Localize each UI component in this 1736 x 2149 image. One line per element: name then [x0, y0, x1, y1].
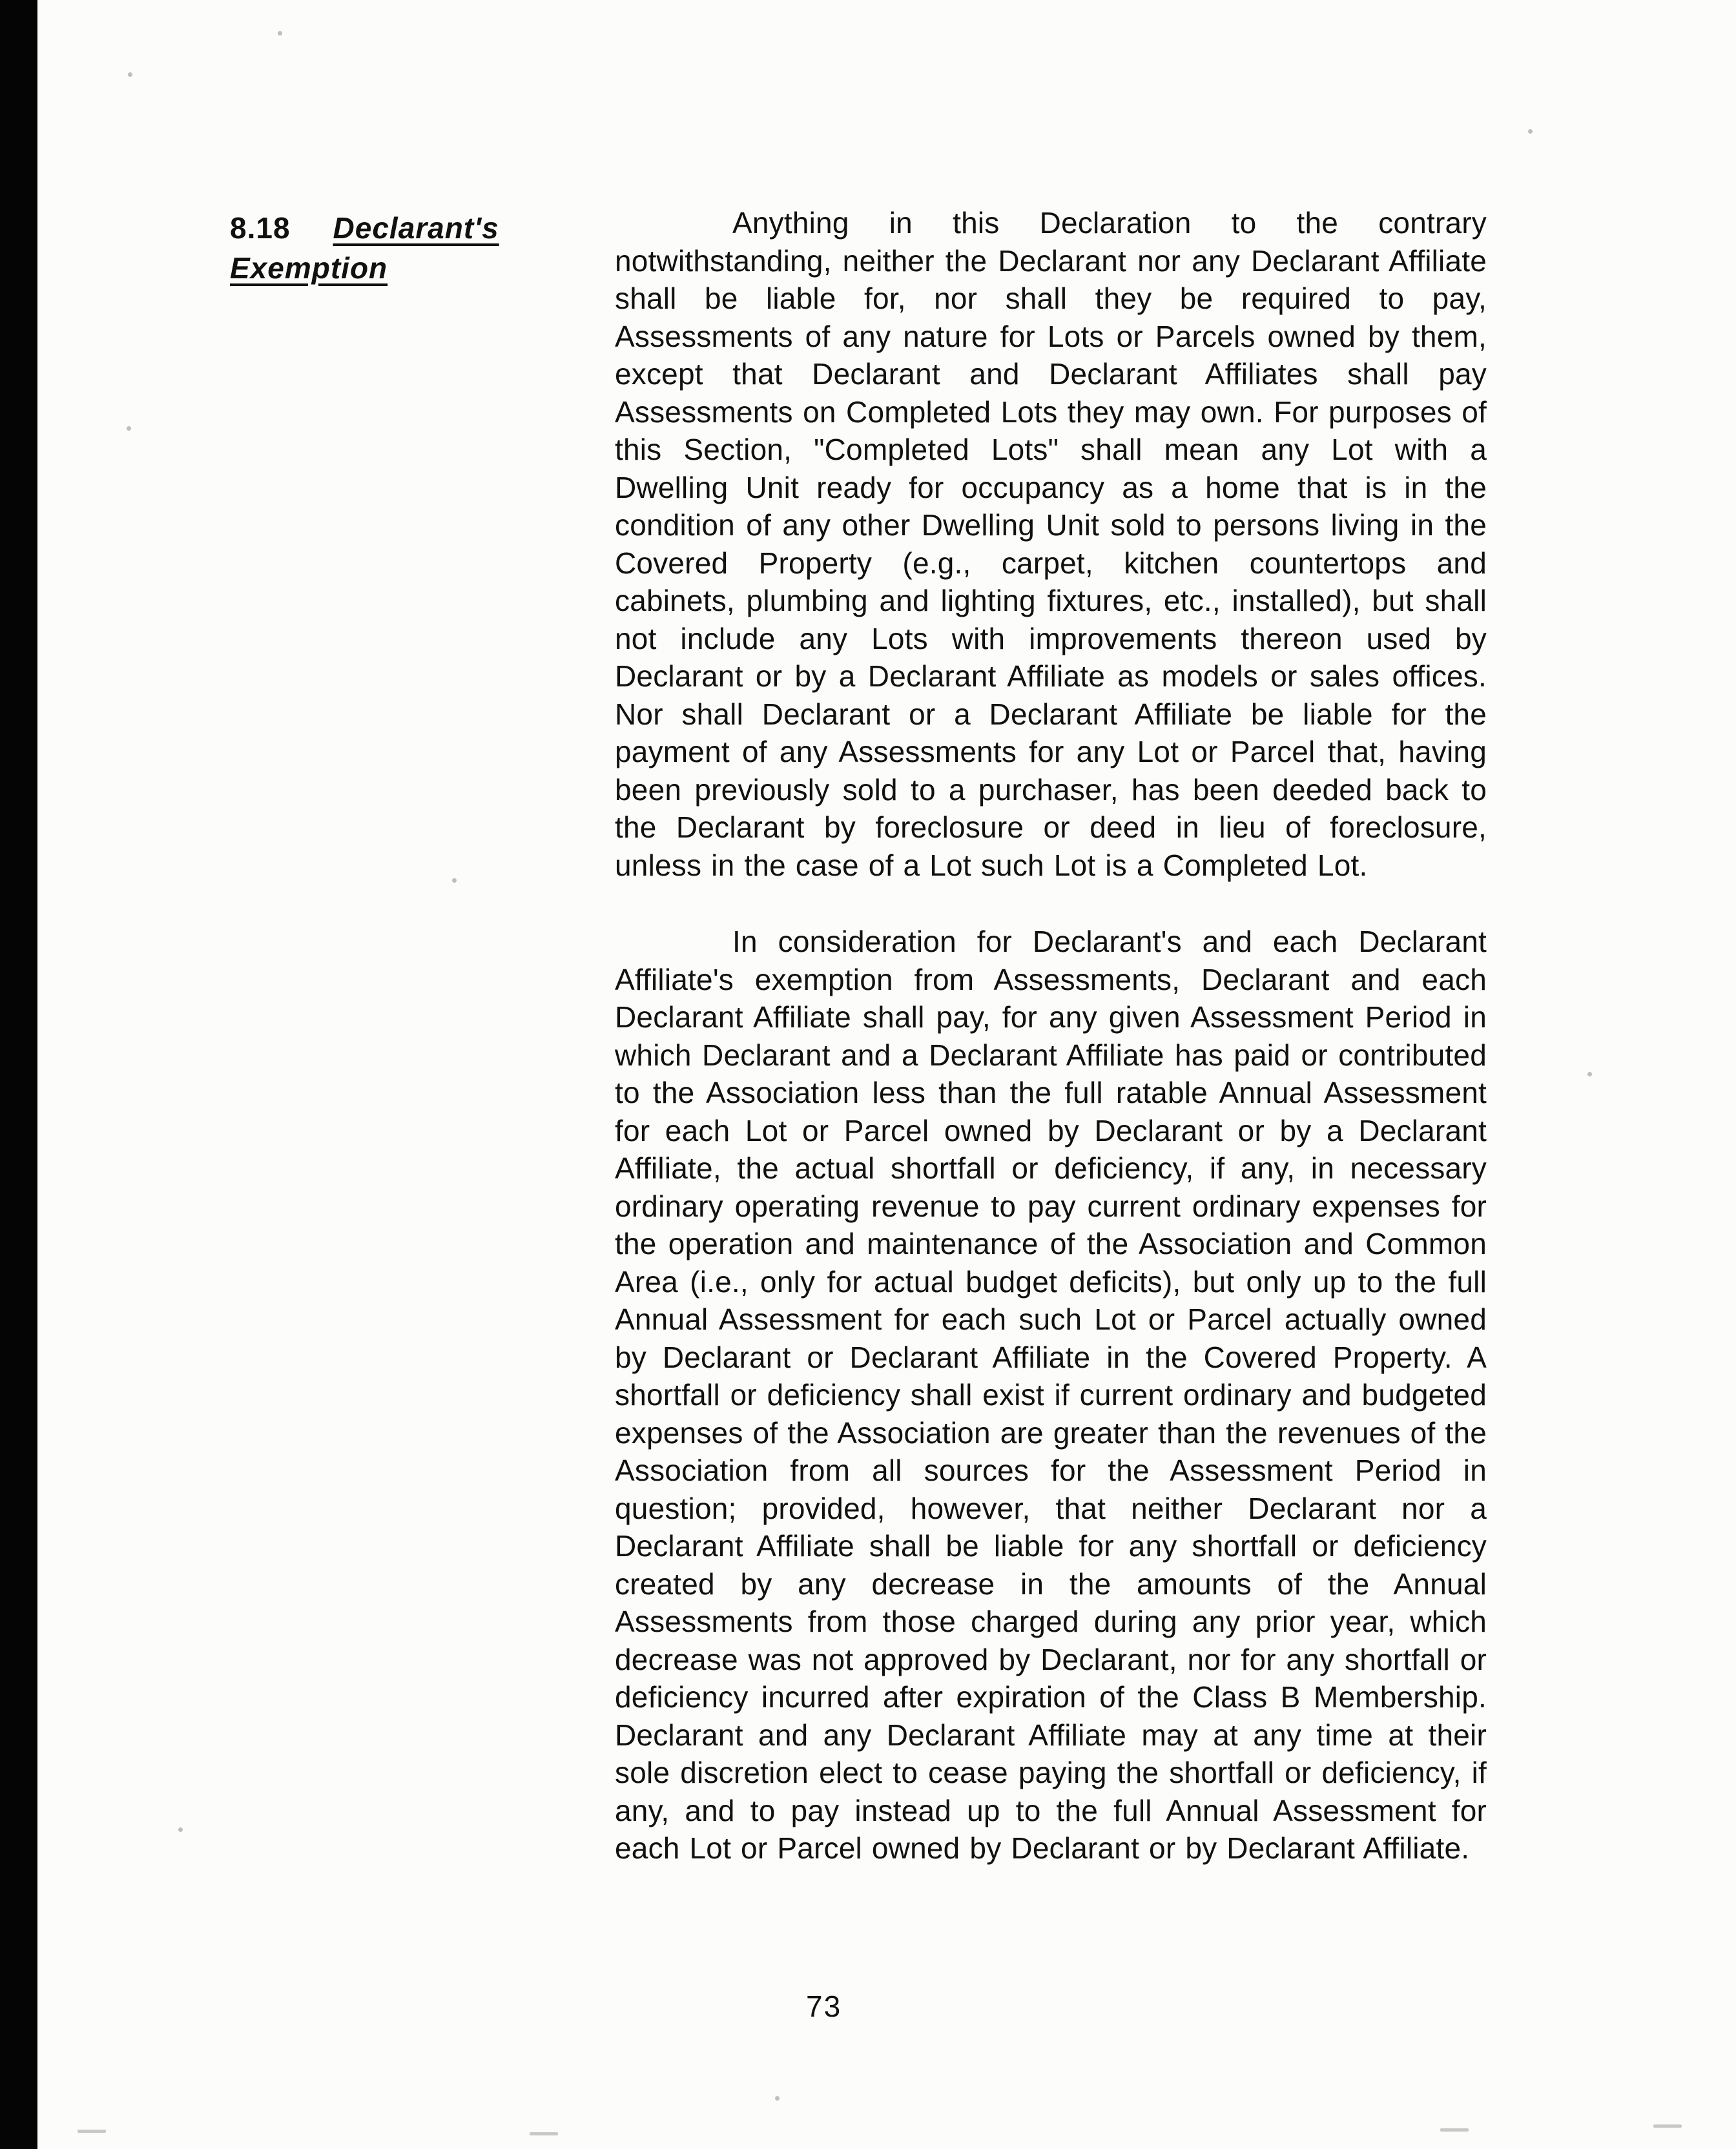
scan-speck [452, 878, 457, 883]
section-heading-line-1 [230, 208, 499, 248]
page-number: 73 [806, 1990, 842, 2023]
scan-speck [1528, 129, 1533, 134]
scan-speck [278, 31, 282, 36]
scan-speck [128, 72, 132, 77]
scan-speck [127, 426, 131, 431]
section-heading-line-2 [230, 248, 499, 288]
scan-streak [530, 2132, 558, 2135]
section-title-line1: Declarant's [333, 211, 499, 245]
section-heading [230, 208, 499, 288]
scan-speck [1587, 1072, 1592, 1076]
scan-edge-artifact [0, 0, 37, 2149]
section-number: 8.18 [230, 211, 291, 245]
scan-streak [78, 2130, 106, 2133]
paragraph-2: In consideration for Declarant's and each Declarant Affiliate's exemption from Assessments, Declarant and each Declarant Affiliate shall pay, for any given Assessment Period in which Declarant and a Declarant Affiliate has paid or contributed to the Association less than the full ratable Annual Assessment for each Lot or Parcel owned by Declarant or by a Declarant Affiliate, the actual shortfall or deficiency, if any, in necessary ordinary operating revenue to pay current ordinary expenses for the operation and maintenance of the Association and Common Area (i.e., only for actual budget deficits), but only up to the full Annual Assessment for each such Lot or Parcel actually owned by Declarant or Declarant Affiliate in the Covered Property. A shortfall or deficiency shall exist if current ordinary and budgeted expenses of the Association are greater than the revenues of the Association from all sources for the Assessment Period in question; provided, however, that neither Declarant nor a Declarant Affiliate shall be liable for any shortfall or deficiency created by any decrease in the amounts of the Annual Assessments from those charged during any prior year, which decrease was not approved by Declarant, nor for any shortfall or deficiency incurred after expiration of the Class B Membership. Declarant and any Declarant Affiliate may at any time at their sole discretion elect to cease paying the shortfall or deficiency, if any, and to pay instead up to the full Annual Assessment for each Lot or Parcel owned by Declarant or by Declarant Affiliate. [615, 925, 1487, 1865]
scan-streak [1440, 2128, 1469, 2132]
scan-speck [178, 1827, 183, 1832]
section-title-line2: Exemption [230, 251, 388, 285]
paragraph-1: Anything in this Declaration to the contrary notwithstanding, neither the Declarant nor any Declarant Affiliate shall be liable for, nor shall they be required to pay, Assessments of any nature for Lots or Parcels owned by them, except that Declarant and Declarant Affiliates shall pay Assessments on Completed Lots they may own. For purposes of this Section, "Completed Lots" shall mean any Lot with a Dwelling Unit ready for occupancy as a home that is in the condition of any other Dwelling Unit sold to persons living in the Covered Property (e.g., carpet, kitchen countertops and cabinets, plumbing and lighting fixtures, etc., installed), but shall not include any Lots with improvements thereon used by Declarant or by a Declarant Affiliate as models or sales offices. Nor shall Declarant or a Declarant Affiliate be liable for the payment of any Assessments for any Lot or Parcel that, having been previously sold to a purchaser, has been deeded back to the Declarant by foreclosure or deed in lieu of foreclosure, unless in the case of a Lot such Lot is a Completed Lot. [615, 206, 1487, 882]
body-text-column [615, 204, 1487, 1867]
scan-speck [775, 2096, 780, 2101]
scan-streak [1653, 2124, 1682, 2128]
